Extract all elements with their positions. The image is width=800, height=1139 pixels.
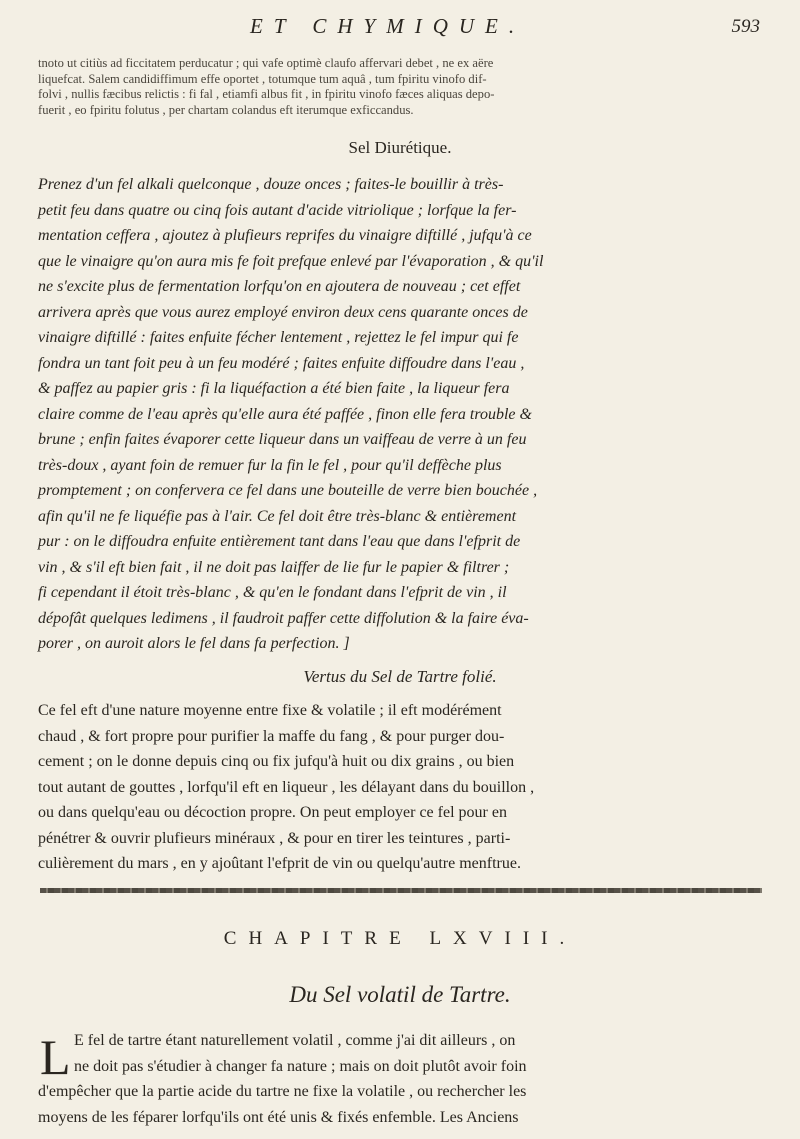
chapter-label: CHAPITRE bbox=[223, 928, 413, 949]
text-line: tout autant de gouttes , lorfqu'il eft en liqueur , les délayant dans du bouillon , bbox=[38, 778, 535, 796]
text-line: brune ; enfin faites évaporer cette liqueur dans un vaiffeau de verre à un feu bbox=[38, 431, 527, 448]
recipe-paragraph bbox=[38, 172, 764, 657]
text-line: Ce fel eft d'une nature moyenne entre fixe & volatile ; il eft modérément bbox=[38, 702, 502, 719]
text-line: très-doux , ayant foin de remuer fur la fin le fel , pour qu'il deffèche plus bbox=[38, 456, 502, 474]
text-line: ou dans quelqu'eau ou décoction propre. On peut employer ce fel pour en bbox=[38, 804, 507, 821]
text-line: pur : on le diffoudra enfuite entièrement tant dans l'eau que dans l'efprit de bbox=[38, 533, 521, 550]
section-heading: Vertus du Sel de Tartre folié. bbox=[303, 667, 497, 686]
virtues-paragraph bbox=[38, 698, 764, 877]
page-number: 593 bbox=[731, 16, 760, 37]
chapter-number: LXVIII. bbox=[429, 928, 577, 949]
drop-cap: L bbox=[40, 1029, 71, 1085]
text-line: d'empêcher que la partie acide du tartre ne fixe la volatile , ou rechercher les bbox=[38, 1083, 527, 1100]
text-line: porer , on auroit alors le fel dans fa perfection. ] bbox=[38, 635, 350, 652]
running-title: ET CHYMIQUE. bbox=[250, 14, 526, 38]
chapter-paragraph bbox=[38, 1028, 764, 1130]
text-line: fondra un tant foit peu à un feu modéré ; faites enfuite diffoudre dans l'eau , bbox=[38, 354, 525, 372]
text-line: moyens de les féparer lorfqu'ils ont été unis & fixés enfemble. Les Anciens bbox=[38, 1108, 519, 1126]
text-line: folvi , nullis fæcibus relictis : fi fal , etiamfi albus fit , in fpiritu vinofo fæces aliquas depo- bbox=[38, 87, 495, 101]
text-line: liquefcat. Salem candidiffimum effe oportet , totumque tum aquâ , tum fpiritu vinofo dif- bbox=[38, 71, 487, 86]
text-line: fi cependant il étoit très-blanc , & qu'en le fondant dans l'efprit de vin , il bbox=[38, 584, 507, 601]
text-line: promptement ; on confervera ce fel dans une bouteille de verre bien bouchée , bbox=[38, 482, 538, 499]
text-line: dépofât quelques ledimens , il faudroit paffer cette diffolution & la faire éva- bbox=[38, 609, 529, 627]
chapter-heading bbox=[0, 928, 800, 950]
text-line: vin , & s'il eft bien fait , il ne doit pas laiffer de lie fur le papier & filtrer ; bbox=[38, 558, 510, 576]
ornamental-rule bbox=[40, 888, 762, 893]
text-line: tnoto ut citiùs ad ficcitatem perducatur ; qui vafe optimè claufo affervari debet , ne ex aëre bbox=[38, 56, 494, 70]
latin-paragraph bbox=[38, 56, 764, 118]
text-line: claire comme de l'eau après qu'elle aura été paffée , finon elle fera trouble & bbox=[38, 405, 532, 423]
text-line: fuerit , eo fpiritu folutus , per chartam colandus eft iterumque exficcandus. bbox=[38, 102, 414, 117]
text-line: mentation ceffera , ajoutez à plufieurs reprifes du vinaigre diftillé , jufqu'à ce bbox=[38, 227, 532, 244]
text-line: culièrement du mars , en y ajoûtant l'efprit de vin ou quelqu'autre menftrue. bbox=[38, 855, 521, 872]
text-line: arrivera après que vous aurez employé environ deux cens quarante onces de bbox=[38, 303, 528, 321]
running-head bbox=[60, 14, 760, 44]
text-line: & paffez au papier gris : fi la liquéfaction a été bien faite , la liqueur fera bbox=[38, 380, 510, 397]
text-line: chaud , & fort propre pour purifier la maffe du fang , & pour purger dou- bbox=[38, 727, 505, 745]
text-line: pénétrer & ouvrir plufieurs minéraux , & pour en tirer les teintures , parti- bbox=[38, 829, 511, 847]
chapter-title: Du Sel volatil de Tartre. bbox=[289, 982, 511, 1007]
text-line: petit feu dans quatre ou cinq fois autant d'acide vitriolique ; lorfque la fer- bbox=[38, 201, 517, 219]
text-line: ne doit pas s'étudier à changer fa nature ; mais on doit plutôt avoir foin bbox=[74, 1057, 527, 1075]
text-line: afin qu'il ne fe liquéfie pas à l'air. Ce fel doit être très-blanc & entièrement bbox=[38, 507, 517, 525]
text-line: vinaigre diftillé : faites enfuite fécher lentement , rejettez le fel impur qui fe bbox=[38, 329, 519, 346]
section-heading: Sel Diurétique. bbox=[348, 138, 452, 157]
text-line: ne s'excite plus de fermentation lorfqu'on en ajoutera de nouveau ; cet effet bbox=[38, 278, 521, 295]
text-line: cement ; on le donne depuis cinq ou fix jufqu'à huit ou dix grains , ou bien bbox=[38, 753, 515, 770]
text-line: Prenez d'un fel alkali quelconque , douze onces ; faites-le bouillir à très- bbox=[38, 176, 504, 193]
text-line: E fel de tartre étant naturellement volatil , comme j'ai dit ailleurs , on bbox=[74, 1032, 516, 1049]
text-line: que le vinaigre qu'on aura mis fe foit prefque enlevé par l'évaporation , & qu'il bbox=[38, 252, 544, 270]
